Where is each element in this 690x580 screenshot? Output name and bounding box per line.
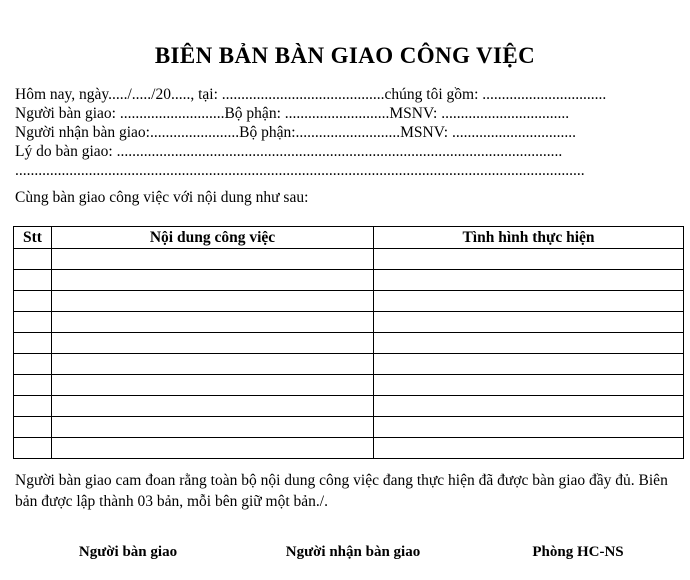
handover-table — [13, 226, 684, 459]
table-row — [14, 438, 684, 459]
cell-stt[interactable] — [14, 291, 52, 312]
table-row — [14, 249, 684, 270]
table-row — [14, 396, 684, 417]
cell-stt[interactable] — [14, 249, 52, 270]
cell-stt[interactable] — [14, 396, 52, 417]
table-row — [14, 333, 684, 354]
cell-tinh-hinh[interactable] — [374, 375, 684, 396]
cell-stt[interactable] — [14, 270, 52, 291]
cell-stt[interactable] — [14, 438, 52, 459]
cell-noi-dung[interactable] — [52, 249, 374, 270]
intro-block — [15, 85, 678, 180]
cell-tinh-hinh[interactable] — [374, 354, 684, 375]
cell-noi-dung[interactable] — [52, 396, 374, 417]
table-row — [14, 291, 684, 312]
cell-tinh-hinh[interactable] — [374, 396, 684, 417]
signature-row — [13, 544, 683, 568]
intro-line-receiver: Người nhận bàn giao:.......................Bộ phận:...........................MSNV: ................................ — [15, 124, 576, 141]
cell-tinh-hinh[interactable] — [374, 438, 684, 459]
table-row — [14, 312, 684, 333]
cell-noi-dung[interactable] — [52, 312, 374, 333]
table-header-stt: Stt — [14, 227, 52, 249]
cell-noi-dung[interactable] — [52, 375, 374, 396]
cell-stt[interactable] — [14, 375, 52, 396]
table-header-tinh-hinh-thuc-hien: Tình hình thực hiện — [374, 227, 684, 249]
cell-tinh-hinh[interactable] — [374, 249, 684, 270]
intro-line-reason-continued: ................................................................................................................................................... — [15, 162, 585, 179]
cell-tinh-hinh[interactable] — [374, 312, 684, 333]
signature-label-hr-department: Phòng HC-NS — [532, 544, 624, 560]
intro-line-reason: Lý do bàn giao: ................................................................................................................... — [15, 143, 563, 160]
cell-tinh-hinh[interactable] — [374, 333, 684, 354]
cell-noi-dung[interactable] — [52, 417, 374, 438]
signature-label-sender: Người bàn giao — [78, 544, 178, 560]
cell-tinh-hinh[interactable] — [374, 417, 684, 438]
table-body — [14, 249, 684, 459]
cell-noi-dung[interactable] — [52, 438, 374, 459]
cell-noi-dung[interactable] — [52, 291, 374, 312]
page-title: BIÊN BẢN BÀN GIAO CÔNG VIỆC — [154, 43, 536, 69]
lead-in-text: Cùng bàn giao công việc với nội dung như sau: — [15, 189, 309, 206]
cell-stt[interactable] — [14, 312, 52, 333]
intro-line-sender: Người bàn giao: ...........................Bộ phận: ...........................MSNV: ................................. — [15, 105, 570, 122]
cell-noi-dung[interactable] — [52, 354, 374, 375]
table-row — [14, 417, 684, 438]
cell-noi-dung[interactable] — [52, 333, 374, 354]
cell-tinh-hinh[interactable] — [374, 270, 684, 291]
table-header-row — [14, 227, 684, 249]
cell-noi-dung[interactable] — [52, 270, 374, 291]
signature-label-receiver: Người nhận bàn giao — [285, 544, 421, 560]
closing-paragraph: Người bàn giao cam đoan rằng toàn bộ nội dung công việc đang thực hiện đã được bàn giao đầy đủ. Biên bản được lập thành 03 bản, mỗi bên giữ một bản./. — [15, 472, 668, 510]
cell-stt[interactable] — [14, 354, 52, 375]
table-row — [14, 354, 684, 375]
cell-tinh-hinh[interactable] — [374, 291, 684, 312]
cell-stt[interactable] — [14, 417, 52, 438]
table-row — [14, 270, 684, 291]
intro-line-date: Hôm nay, ngày...../...../20....., tại: ..........................................chúng tôi gồm: ................................ — [15, 86, 607, 103]
table-row — [14, 375, 684, 396]
table-header-noi-dung-cong-viec: Nội dung công việc — [52, 227, 374, 249]
cell-stt[interactable] — [14, 333, 52, 354]
